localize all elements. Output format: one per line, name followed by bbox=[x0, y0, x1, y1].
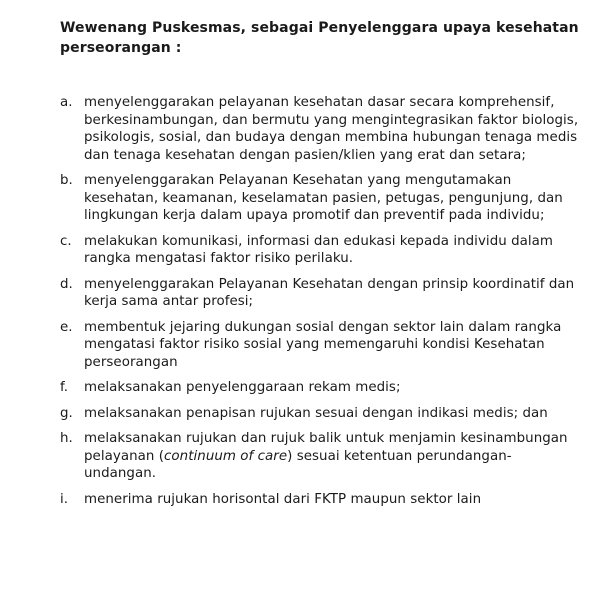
list-item-f bbox=[60, 379, 580, 397]
list-item-d bbox=[60, 276, 580, 311]
list-item-text-italic: continuum of care bbox=[164, 448, 288, 464]
list-marker: b. bbox=[60, 173, 73, 188]
list-item-text: menyelenggarakan Pelayanan Kesehatan yang mengutamakan kesehatan, keamanan, keselamatan pasien, petugas, pengunjung, dan lingkungan kerja dalam upaya promotif dan preventif pada individu; bbox=[84, 173, 563, 223]
list-item-e bbox=[60, 319, 580, 372]
list-marker: i. bbox=[60, 491, 69, 507]
list-marker: c. bbox=[60, 233, 72, 249]
list-marker: f. bbox=[60, 380, 69, 395]
list-item-text bbox=[84, 431, 568, 481]
list-marker: a. bbox=[60, 95, 73, 110]
authority-list bbox=[60, 94, 580, 516]
list-marker: g. bbox=[60, 405, 73, 421]
list-item-text: menyelenggarakan Pelayanan Kesehatan dengan prinsip koordinatif dan kerja sama antar profesi; bbox=[84, 276, 575, 309]
list-item-text: melakukan komunikasi, informasi dan edukasi kepada individu dalam rangka mengatasi faktor risiko perilaku. bbox=[84, 233, 554, 266]
list-item-text-end: ) sesuai ketentuan perundangan-undangan. bbox=[84, 448, 512, 481]
list-item-text: membentuk jejaring dukungan sosial dengan sektor lain dalam rangka mengatasi faktor risiko sosial yang memengaruhi kondisi Kesehatan perseorangan bbox=[84, 319, 562, 370]
list-item-text: melaksanakan penapisan rujukan sesuai dengan indikasi medis; dan bbox=[84, 405, 548, 421]
list-marker: h. bbox=[60, 431, 73, 446]
list-marker: d. bbox=[60, 276, 73, 292]
list-item-i bbox=[60, 491, 580, 509]
list-item-text: melaksanakan penyelenggaraan rekam medis; bbox=[84, 380, 401, 395]
list-item-c bbox=[60, 233, 580, 268]
list-item-text: menerima rujukan horisontal dari FKTP maupun sektor lain bbox=[84, 491, 482, 507]
list-item-g bbox=[60, 405, 580, 423]
list-item-text: menyelenggarakan pelayanan kesehatan dasar secara komprehensif, berkesinambungan, dan bermutu yang mengintegrasikan faktor biologis, psikologis, sosial, dan budaya dengan membina hubungan tenaga medis dan tenaga kesehatan dengan pasien/klien yang erat dan setara; bbox=[84, 95, 579, 163]
list-item-b bbox=[60, 172, 580, 225]
list-marker: e. bbox=[60, 319, 73, 335]
list-item-a bbox=[60, 94, 580, 164]
section-heading: Wewenang Puskesmas, sebagai Penyelenggara upaya kesehatan perseorangan : bbox=[60, 20, 579, 56]
list-item-h bbox=[60, 430, 580, 483]
list-item-text-start: melaksanakan rujukan dan rujuk balik untuk menjamin kesinambungan pelayanan ( bbox=[84, 431, 568, 464]
